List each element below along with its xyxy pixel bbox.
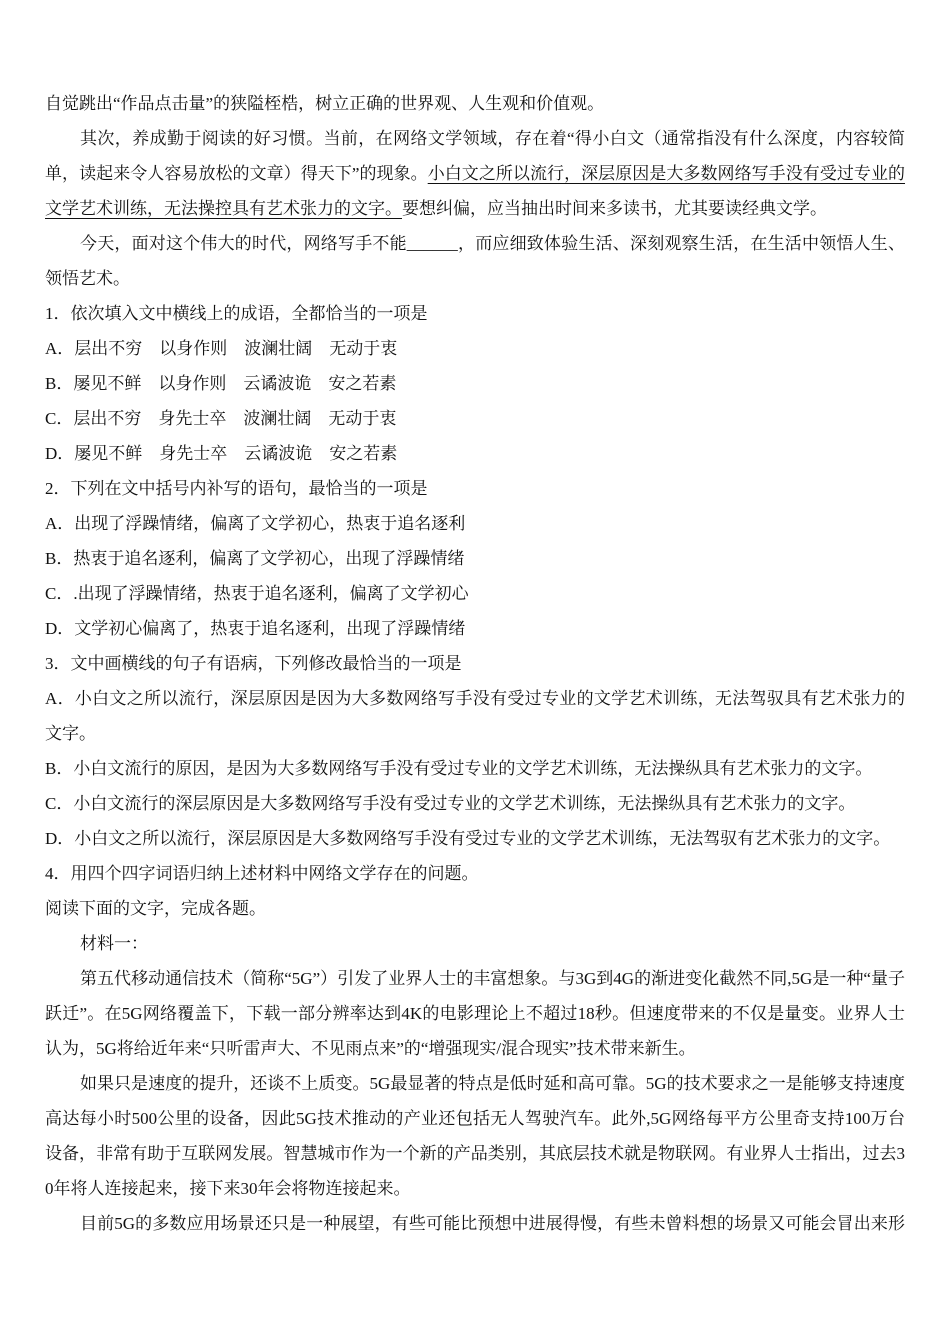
text-segment: 今天，面对这个伟大的时代，网络写手不能______，而应细致体验生活、深刻观察生活，在生活中领悟人生、领悟艺术。 xyxy=(45,234,905,288)
para-worldview xyxy=(45,86,905,121)
question-3-option-b xyxy=(45,751,905,786)
para-reading-habit xyxy=(45,121,905,226)
question-1-option-d xyxy=(45,436,905,471)
underlined-text: 小白文之所以流行，深层原因是大多数网络写手没有受过专业的文学艺术训练，无法操控具有艺术张力的文字。 xyxy=(45,164,906,218)
question-1-option-b xyxy=(45,366,905,401)
text-segment: 阅读下面的文字，完成各题。 xyxy=(45,899,266,918)
para-5g-speed xyxy=(45,1066,905,1206)
question-2-option-d xyxy=(45,611,905,646)
question-1-stem xyxy=(45,296,905,331)
question-3-option-d xyxy=(45,821,905,856)
para-5g-intro xyxy=(45,961,905,1066)
text-segment: A．小白文之所以流行，深层原因是因为大多数网络写手没有受过专业的文学艺术训练，无法驾驭具有艺术张力的文字。 xyxy=(45,689,905,743)
text-segment: 其次，养成勤于阅读的好习惯。当前，在网络文学领域，存在着“得小白文（通常指没有什么深度，内容较简单，读起来令人容易放松的文章）得天下”的现象。 xyxy=(45,129,905,183)
question-3-stem xyxy=(45,646,905,681)
text-segment: C．层出不穷 身先士卒 波澜壮阔 无动于衷 xyxy=(45,409,397,428)
para-5g-outlook xyxy=(45,1206,905,1241)
text-segment: D．文学初心偏离了，热衷于追名逐利，出现了浮躁情绪 xyxy=(45,619,466,638)
reading-instruction xyxy=(45,891,905,926)
question-3-option-a xyxy=(45,681,905,751)
text-segment: 自觉跳出“作品点击量”的狭隘桎梏，树立正确的世界观、人生观和价值观。 xyxy=(45,94,605,113)
text-segment: C．小白文流行的深层原因是大多数网络写手没有受过专业的文学艺术训练，无法操纵具有艺术张力的文字。 xyxy=(45,794,856,813)
question-1-option-a xyxy=(45,331,905,366)
question-1-option-c xyxy=(45,401,905,436)
text-segment: 第五代移动通信技术（简称“5G”）引发了业界人士的丰富想象。与3G到4G的渐进变化截然不同,5G是一种“量子跃迁”。在5G网络覆盖下，下载一部分辨率达到4K的电影理论上不超过18秒。但速度带来的不仅是量变。业界人士认为，5G将给近年来“只听雷声大、不见雨点来”的“增强现实/混合现实”技术带来新生。 xyxy=(45,969,905,1058)
question-2-option-b xyxy=(45,541,905,576)
text-segment: 要想纠偏，应当抽出时间来多读书，尤其要读经典文学。 xyxy=(402,199,827,218)
text-segment: 目前5G的多数应用场景还只是一种展望，有些可能比预想中进展得慢，有些未曾料想的场景又可能会冒出来形 xyxy=(80,1214,905,1233)
text-segment: B．小白文流行的原因，是因为大多数网络写手没有受过专业的文学艺术训练，无法操纵具有艺术张力的文字。 xyxy=(45,759,873,778)
text-segment: D．屡见不鲜 身先士卒 云谲波诡 安之若素 xyxy=(45,444,398,463)
question-4-stem xyxy=(45,856,905,891)
question-2-option-a xyxy=(45,506,905,541)
document-body xyxy=(45,86,905,1241)
question-3-option-c xyxy=(45,786,905,821)
text-segment: A．层出不穷 以身作则 波澜壮阔 无动于衷 xyxy=(45,339,398,358)
text-segment: A．出现了浮躁情绪，偏离了文学初心，热衷于追名逐利 xyxy=(45,514,466,533)
material-one-label xyxy=(45,926,905,961)
question-2-option-c xyxy=(45,576,905,611)
question-2-stem xyxy=(45,471,905,506)
text-segment: C．.出现了浮躁情绪，热衷于追名逐利，偏离了文学初心 xyxy=(45,584,469,603)
text-segment: 如果只是速度的提升，还谈不上质变。5G最显著的特点是低时延和高可靠。5G的技术要求之一是能够支持速度高达每小时500公里的设备，因此5G技术推动的产业还包括无人驾驶汽车。此外,5G网络每平方公里奇支持100万台设备，非常有助于互联网发展。智慧城市作为一个新的产品类别，其底层技术就是物联网。有业界人士指出，过去30年将人连接起来，接下来30年会将物连接起来。 xyxy=(45,1074,905,1198)
text-segment: 4．用四个四字词语归纳上述材料中网络文学存在的问题。 xyxy=(45,864,479,883)
text-segment: 3．文中画横线的句子有语病，下列修改最恰当的一项是 xyxy=(45,654,462,673)
text-segment: D．小白文之所以流行，深层原因是大多数网络写手没有受过专业的文学艺术训练，无法驾驭有艺术张力的文字。 xyxy=(45,829,891,848)
text-segment: 材料一： xyxy=(80,934,148,953)
text-segment: B．屡见不鲜 以身作则 云谲波诡 安之若素 xyxy=(45,374,397,393)
text-segment: B．热衷于追名逐利，偏离了文学初心，出现了浮躁情绪 xyxy=(45,549,465,568)
text-segment: 1．依次填入文中横线上的成语，全都恰当的一项是 xyxy=(45,304,428,323)
para-today-era xyxy=(45,226,905,296)
text-segment: 2．下列在文中括号内补写的语句，最恰当的一项是 xyxy=(45,479,428,498)
